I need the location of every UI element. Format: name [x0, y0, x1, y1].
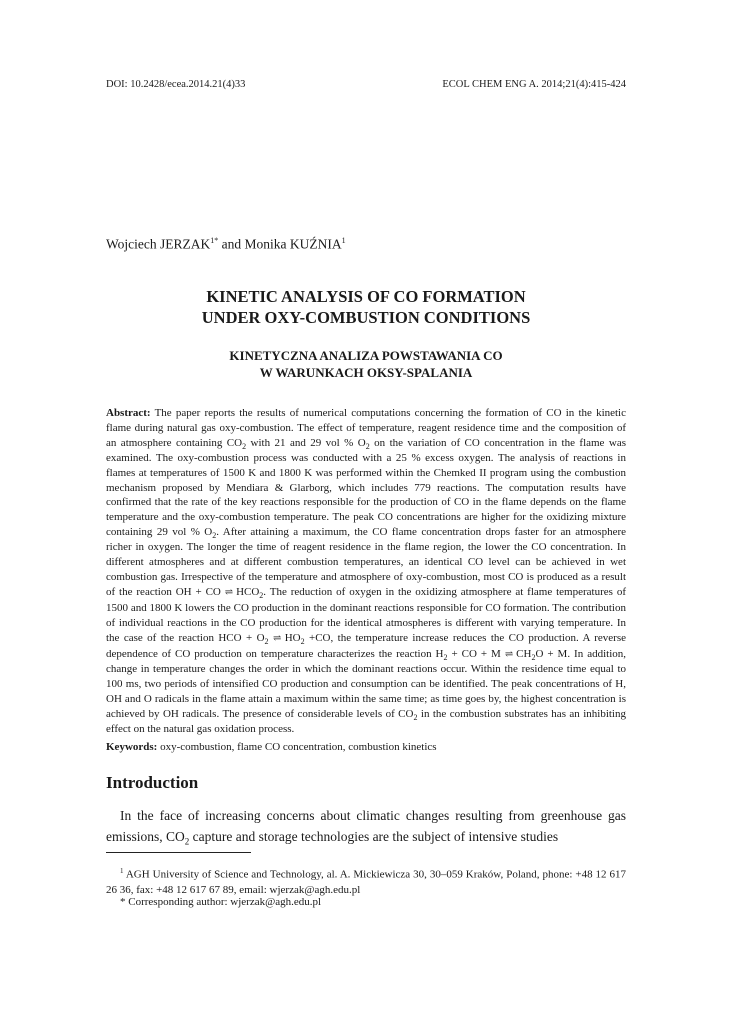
introduction-paragraph	[106, 805, 626, 847]
abstract-text: + CO + M	[447, 647, 505, 660]
authors-line	[106, 236, 346, 253]
introduction-text: In the face of increasing concerns about climatic changes resulting from greenhouse gas emissions, CO	[106, 808, 626, 844]
footnote-affiliation	[106, 864, 626, 898]
running-header-journal: ECOL CHEM ENG A. 2014;21(4):415-424	[442, 79, 626, 90]
paper-title-line-2: UNDER OXY-COMBUSTION CONDITIONS	[201, 308, 531, 327]
footnote-affiliation-text: AGH University of Science and Technology, al. A. Mickiewicza 30, 30–059 Kraków, Poland, phone: +48 12 617 26 36, fax: +48 12 617 67 89, email: wjerzak@agh.edu.pl	[106, 868, 626, 896]
author-2-first: Monika	[244, 236, 287, 252]
introduction-text: capture and storage technologies are the subject of intensive studies	[189, 829, 559, 844]
subscript: 2	[259, 591, 264, 601]
running-header-doi: DOI: 10.2428/ecea.2014.21(4)33	[106, 79, 246, 90]
abstract-text: in the combustion substrates has an inhibiting effect on the natural gas oxidation process.	[106, 708, 626, 736]
equilibrium-arrow: ⇌	[504, 648, 513, 660]
subscript: 2	[242, 442, 247, 451]
abstract-text: . After attaining a maximum, the CO flame concentration drops faster for an atmosphere richer in oxygen. The longer the time of reagent residence in the flame region, the lower the CO concentration. In different atmospheres and at different combustion temperatures, an identical CO level can be achieved in wet combustion gas. Irrespective of the temperature and atmosphere of oxy-combustion, most CO is produced as a result of the reaction OH + CO	[106, 526, 626, 598]
subscript: 2	[212, 531, 217, 541]
author-1-affiliation-mark: 1*	[210, 236, 219, 245]
paper-title-polish-line-2: W WARUNKACH OKSY-SPALANIA	[259, 365, 473, 380]
footnote-mark: 1	[120, 867, 124, 875]
subscript: 2	[365, 442, 370, 451]
abstract-text: with 21 and 29 vol % O	[246, 436, 366, 449]
authors-conjunction: and	[221, 236, 242, 252]
subscript: 2	[264, 636, 269, 646]
author-1-first: Wojciech	[106, 236, 157, 252]
keywords-label: Keywords:	[106, 741, 158, 753]
footnote-divider	[106, 852, 251, 853]
subscript: 2	[413, 713, 418, 723]
equilibrium-arrow: ⇌	[272, 632, 281, 644]
abstract-text: HO	[280, 631, 301, 644]
abstract-text: HCO	[232, 585, 260, 598]
keywords	[106, 741, 626, 753]
abstract-text: CH	[512, 647, 532, 660]
abstract-text: O + M. In addition, change in temperature changes the order in which the dominant reactions occur. Within the residence time equal to 100 ms, two periods of intensified CO production and consumption can be identified. The peak concentrations of H, OH and O radicals in the flame attain a maximum within the same time; as time goes by, the highest concentration is achieved by OH radicals. The presence of considerable levels of CO	[106, 647, 626, 721]
paper-title-polish-line-1: KINETYCZNA ANALIZA POWSTAWANIA CO	[229, 348, 503, 363]
paper-title-line-1: KINETIC ANALYSIS OF CO FORMATION	[206, 287, 526, 306]
author-2-last: KUŹNIA	[289, 236, 342, 252]
subscript: 2	[300, 636, 305, 646]
author-2-affiliation-mark: 1	[341, 236, 346, 245]
author-1-last: JERZAK	[160, 236, 211, 252]
subscript: 2	[531, 652, 536, 662]
section-heading-introduction: Introduction	[106, 773, 199, 792]
abstract-text: . The reduction of oxygen in the oxidizing atmosphere at flame temperatures of 1500 and 1800 K lowers the CO production in the dominant reactions responsible for CO formation. The contribution of individual reactions in the CO production for the identical atmospheres is different with varying temperature. In the case of the reaction HCO + O	[106, 585, 626, 644]
keywords-text: oxy-combustion, flame CO concentration, combustion kinetics	[157, 741, 437, 753]
equilibrium-arrow: ⇌	[224, 586, 233, 598]
paper-title	[106, 286, 626, 328]
subscript: 2	[443, 652, 448, 662]
abstract	[106, 406, 626, 737]
abstract-text: The paper reports the results of numerical computations concerning the formation of CO in the kinetic flame during natural gas oxy-combustion. The effect of temperature, reagent residence time and the composition of an atmosphere containing CO	[106, 407, 626, 449]
abstract-text: on the variation of CO concentration in the flame was examined. The oxy-combustion process was conducted with a 25 % excess oxygen. The analysis of reactions in flames at temperatures of 1500 K and 1800 K was performed within the Chemked II program using the combustion mechanism proposed by Mendiara & Glarborg, which includes 779 reactions. The computation results have confirmed that the rate of the key reactions responsible for the production of CO in the flame depends on the flame temperature and the oxy-combustion temperature. The peak CO concentrations are higher for the oxidizing mixture containing 29 vol % O	[106, 436, 626, 539]
footnote-corresponding-author: * Corresponding author: wjerzak@agh.edu.pl	[120, 896, 322, 908]
abstract-label: Abstract:	[106, 407, 151, 419]
paper-title-polish	[106, 347, 626, 381]
subscript: 2	[184, 836, 190, 847]
abstract-text: +CO, the temperature increase reduces the CO production. A reverse dependence of CO production on temperature characterizes the reaction H	[106, 631, 627, 660]
